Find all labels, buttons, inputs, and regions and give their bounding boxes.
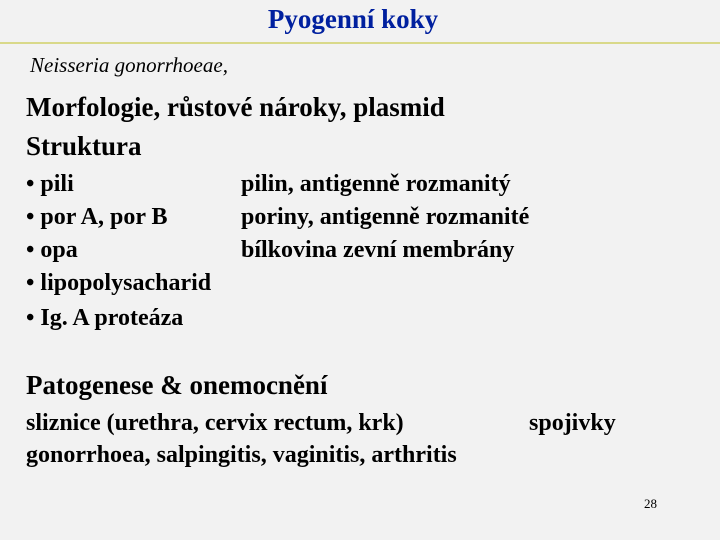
structure-row-opa: [26, 237, 515, 264]
structure-term: • por A, por B: [26, 204, 168, 230]
slide-title: Pyogenní koky: [267, 4, 439, 34]
structure-term: • opa: [26, 237, 78, 263]
organism-name: Neisseria gonorrhoeae,: [30, 53, 228, 77]
structure-row-lps: [26, 270, 211, 297]
pathogenesis-sites-line: [26, 410, 616, 437]
structure-row-por: [26, 204, 530, 231]
structure-description: bílkovina zevní membrány: [241, 237, 515, 263]
structure-term: • pili: [26, 171, 74, 197]
page-number: 28: [644, 496, 657, 511]
heading-structure: Struktura: [26, 131, 142, 161]
structure-row-pili: [26, 171, 511, 198]
title-divider: [0, 42, 720, 44]
structure-term: • lipopolysacharid: [26, 270, 212, 296]
diseases-line: gonorrhoea, salpingitis, vaginitis, arthritis: [26, 442, 457, 468]
heading-morphology: Morfologie, růstové nároky, plasmid: [26, 92, 445, 122]
structure-description: poriny, antigenně rozmanité: [241, 204, 530, 230]
structure-row-iga-protease: [26, 305, 183, 332]
structure-term: • Ig. A proteáza: [26, 305, 184, 331]
mucosa-sites: sliznice (urethra, cervix rectum, krk): [26, 410, 404, 436]
heading-pathogenesis: Patogenese & onemocnění: [26, 370, 328, 400]
conjunctiva-site: spojivky: [529, 410, 616, 436]
structure-description: pilin, antigenně rozmanitý: [241, 171, 511, 197]
